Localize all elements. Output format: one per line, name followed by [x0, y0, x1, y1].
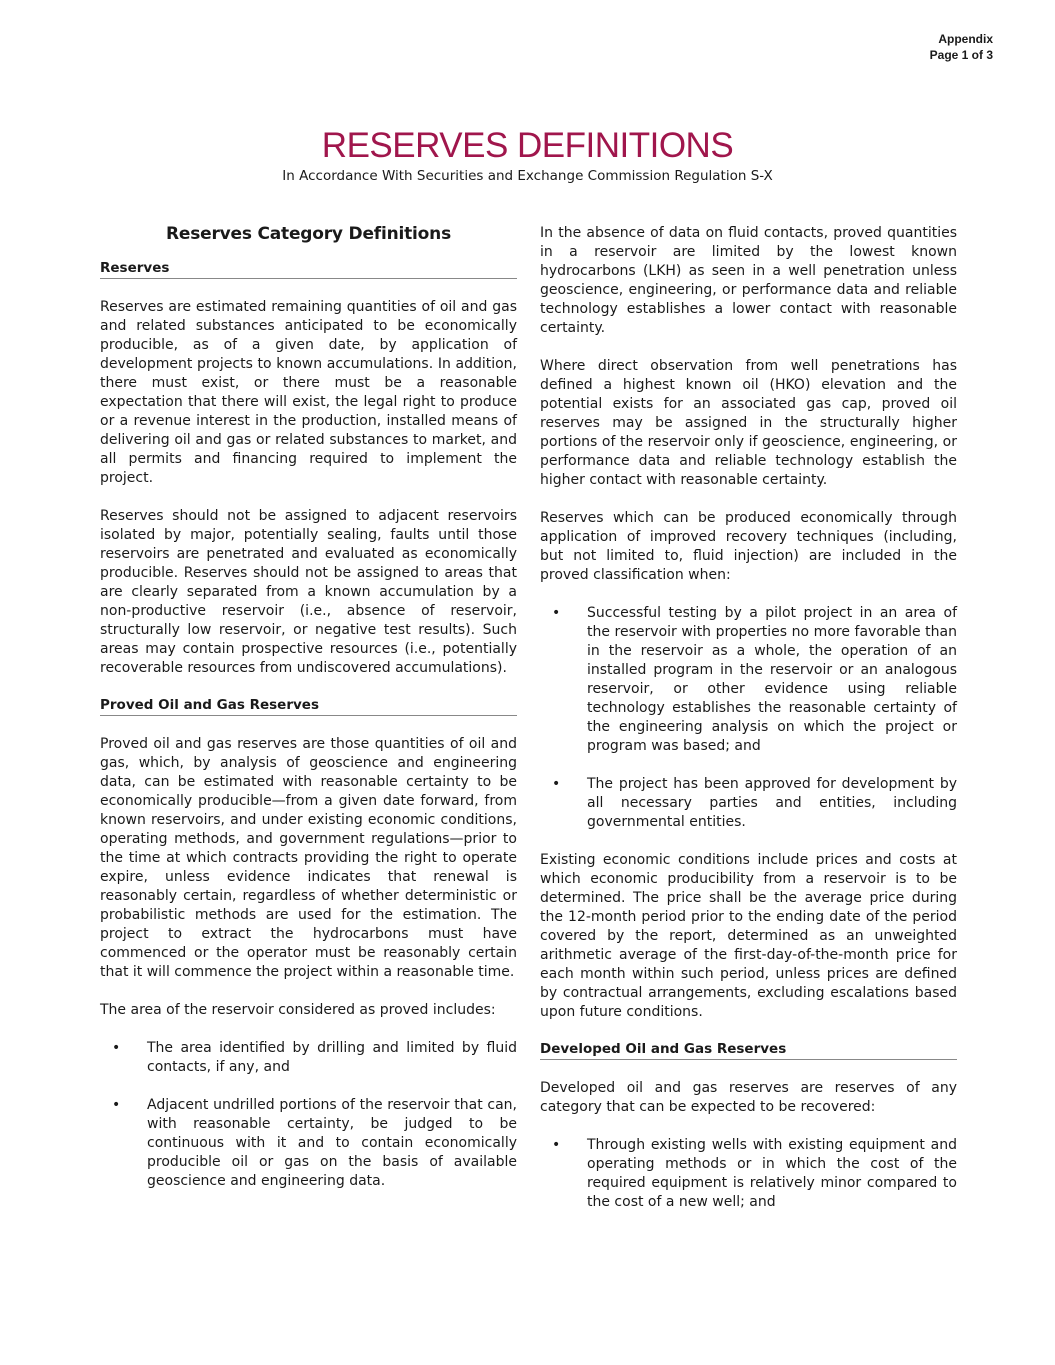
developed-heading: Developed Oil and Gas Reserves: [540, 1041, 957, 1060]
fluid-contacts-paragraph: In the absence of data on fluid contacts, proved quantities in a reservoir are limited by the lowest known hydrocarbons (LKH) as seen in a well penetration unless geoscience, engineering, or performance data and reliable technology establishes a lower contact with reasonable certainty.: [540, 225, 957, 336]
bullet-icon: •: [552, 1137, 561, 1153]
improved-recovery-paragraph: Reserves which can be produced economically through application of improved recovery techniques (including, but not limited to, fluid injection) are included in the proved classification when:: [540, 510, 957, 583]
proved-heading: Proved Oil and Gas Reserves: [100, 697, 517, 716]
proved-paragraph-1: Proved oil and gas reserves are those quantities of oil and gas, which, by analysis of geoscience and engineering data, can be estimated with reasonable certainty to be economically producible—from a given date forward, from known reservoirs, and under existing economic conditions, operating methods, and government regulations—prior to the time at which contracts providing the right to operate expire, unless evidence indicates that renewal is reasonably certain, regardless of whether deterministic or probabilistic methods are used for the estimation. The project to extract the hydrocarbons must have commenced or the operator must be reasonably certain that it will commence the project within a reasonable time.: [100, 736, 517, 980]
bullet-icon: •: [112, 1040, 121, 1056]
list-item: • Successful testing by a pilot project in an area of the reservoir with properties no more favorable than in the reservoir as a whole, the operation of an installed program in the reservoir or an analogous reservoir, or other evidence using reliable technology establishes the reasonable certainty of the engineering analysis on which the project or program was based; and: [552, 605, 957, 754]
page-subtitle: In Accordance With Securities and Exchange Commission Regulation S-X: [282, 168, 773, 184]
bullet-icon: •: [112, 1097, 121, 1113]
page-header: [930, 31, 993, 63]
hko-paragraph: Where direct observation from well penetrations has defined a highest known oil (HKO) elevation and the potential exists for an associated gas cap, proved oil reserves may be assigned in the structurally higher portions of the reservoir only if geoscience, engineering, or performance data and reliable technology establish the higher contact with reasonable certainty.: [540, 358, 957, 488]
developed-paragraph-1: Developed oil and gas reserves are reserves of any category that can be expected to be recovered:: [540, 1080, 957, 1115]
reserves-heading: Reserves: [100, 260, 517, 279]
bullet-icon: •: [552, 605, 561, 621]
developed-list: [540, 1136, 957, 1212]
list-item: • The area identified by drilling and limited by fluid contacts, if any, and: [112, 1040, 517, 1075]
right-column: [540, 224, 957, 1212]
left-column: [100, 224, 517, 1191]
reserves-paragraph-2: Reserves should not be assigned to adjacent reservoirs isolated by major, potentially sealing, faults until those reservoirs are penetrated and evaluated as economically producible. Reserves should not be assigned to areas that are clearly separated from a known accumulation by a non-productive reservoir (i.e., absence of reservoir, structurally low reservoir, or negative test results). Such areas may contain prospective resources (i.e., potentially recoverable resources from undiscovered accumulations).: [100, 508, 517, 676]
economic-conditions-paragraph: Existing economic conditions include prices and costs at which economic producibility from a reservoir is to be determined. The price shall be the average price during the 12-month period prior to the ending date of the period covered by the report, determined as an unweighted arithmetic average of the first-day-of-the-month price for each month within such period, unless prices are defined by contractual arrangements, excluding escalations based upon future conditions.: [540, 852, 957, 1020]
appendix-label: Appendix: [938, 32, 993, 46]
section-title: Reserves Category Definitions: [166, 224, 451, 244]
list-item: • The project has been approved for development by all necessary parties and entities, including governmental entities.: [552, 776, 957, 830]
bullet-icon: •: [552, 776, 561, 792]
improved-recovery-list: [540, 604, 957, 832]
page-number: Page 1 of 3: [929, 48, 993, 62]
reserves-paragraph-1: Reserves are estimated remaining quantities of oil and gas and related substances anticipated to be economically producible, as of a given date, by application of development projects to known accumulations. In addition, there must exist, or there must be a reasonable expectation that there will exist, the legal right to produce or a revenue interest in the production, installed means of delivering oil and gas or related substances to market, and all permits and financing required to implement the project.: [100, 299, 517, 486]
page-title: RESERVES DEFINITIONS: [321, 126, 734, 165]
list-item: • Through existing wells with existing equipment and operating methods or in which the cost of the required equipment is relatively minor compared to the cost of a new well; and: [552, 1137, 957, 1210]
proved-area-list: [100, 1039, 517, 1191]
proved-paragraph-2: The area of the reservoir considered as proved includes:: [100, 1002, 496, 1018]
list-item: • Adjacent undrilled portions of the reservoir that can, with reasonable certainty, be judged to be continuous with it and to contain economically producible oil or gas on the basis of available geoscience and engineering data.: [112, 1097, 517, 1189]
